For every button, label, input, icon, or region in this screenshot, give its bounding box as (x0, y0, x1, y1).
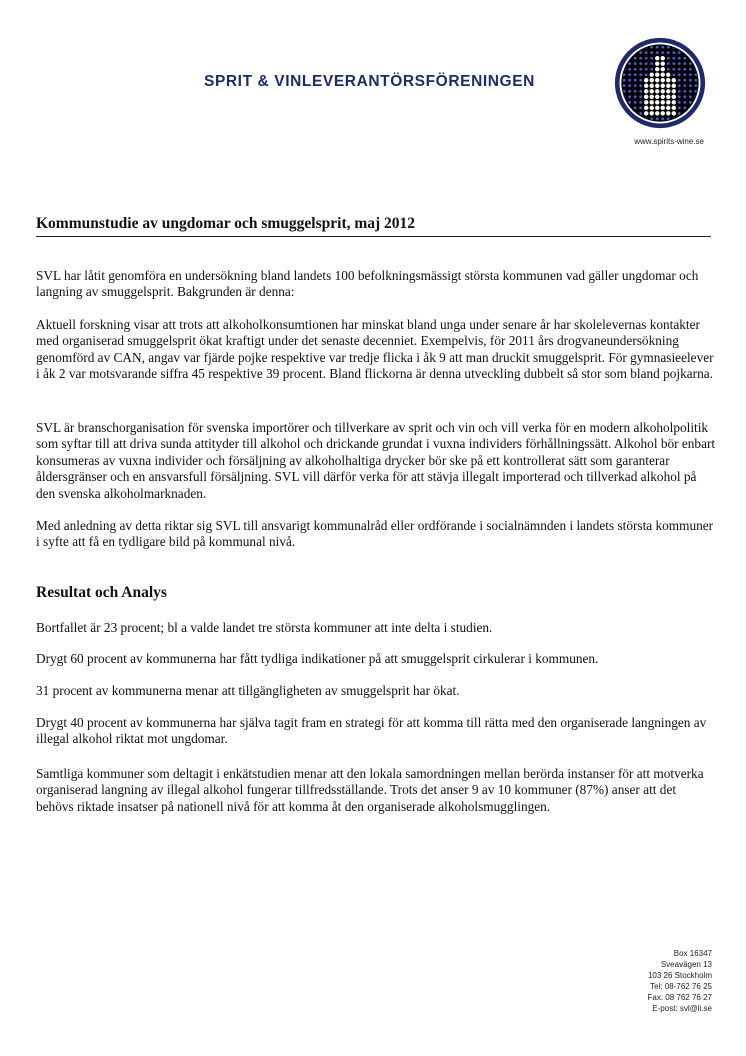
address-line: E-post: svl@li.se (652, 1004, 712, 1013)
footer-address (648, 948, 713, 1014)
results-paragraph-3: 31 procent av kommunerna menar att tillgängligheten av smuggelsprit har ökat. (36, 683, 460, 698)
organization-name: SPRIT & VINLEVERANTÖRSFÖRENINGEN (204, 73, 535, 90)
results-heading: Resultat och Analys (36, 584, 167, 601)
address-line: Sveavägen 13 (660, 960, 712, 969)
results-paragraph-2: Drygt 60 procent av kommunerna har fått tydliga indikationer på att smuggelsprit cirkulerar i kommunen. (36, 651, 599, 666)
svl-logo (614, 37, 706, 129)
intro-paragraph-3: SVL är branschorganisation för svenska importörer och tillverkare av sprit och vin och vill verka för en modern alkoholpolitik som syftar till att driva sunda attityder till alkohol och drickande grundat i vuxna individers förhållningssätt. Alkohol bör enbart konsumeras av vuxna individer och försäljning av alkoholhaltiga drycker bör ske på ett kontrollerat sätt som garanterar åldersgränser och en ansvarsfull försäljning. SVL vill därför verka för att stävja illegalt importerad och tillverkad alkohol på den svenska alkoholmarknaden. (36, 420, 716, 501)
document-title: Kommunstudie av ungdomar och smuggelsprit, maj 2012 (36, 215, 711, 237)
address-line: Fax: 08 762 76 27 (647, 993, 712, 1002)
address-line: Tel: 08-762 76 25 (650, 982, 712, 991)
results-paragraph-1: Bortfallet är 23 procent; bl a valde landet tre största kommuner att inte delta i studien. (36, 620, 493, 635)
address-line: Box 16347 (673, 949, 712, 958)
address-line: 103 26 Stockholm (647, 971, 712, 980)
intro-paragraph-4: Med anledning av detta riktar sig SVL till ansvarigt kommunalråd eller ordförande i socialnämnden i landets största kommuner i syfte att få en tydligare bild på kommunal nivå. (36, 518, 714, 550)
intro-paragraph-2: Aktuell forskning visar att trots att alkoholkonsumtionen har minskat bland unga under senare år har skolelevernas kontakter med organiserad smuggelsprit ökat kraftigt under det senaste decenniet. Exempelvis, för 2011 års drogvaneundersökning genomförd av CAN, angav var fjärde pojke respektive var tredje flicka i åk 9 att man druckit smuggelsprit. För gymnasieelever i åk 2 var motsvarande siffra 45 respektive 39 procent. Bland flickorna är denna utveckling dubbelt så stor som bland pojkarna. (36, 317, 714, 382)
results-paragraph-4: Drygt 40 procent av kommunerna har själva tagit fram en strategi för att komma till rätta med den organiserade langningen av illegal alkohol riktat mot ungdomar. (36, 715, 707, 747)
results-paragraph-5: Samtliga kommuner som deltagit i enkätstudien menar att den lokala samordningen mellan berörda instanser för att motverka organiserad langning av illegal alkohol fungerar tillfredsställande. Trots det anser 9 av 10 kommuner (87%) anser att det behövs riktade insatser på nationell nivå för att komma åt den organiserade alkoholsmugglingen. (36, 766, 704, 814)
website-url: www.spirits-wine.se (634, 137, 704, 146)
intro-paragraph-1: SVL har låtit genomföra en undersökning bland landets 100 befolkningsmässigt största kommunen vad gäller ungdomar och langning av smuggelsprit. Bakgrunden är denna: (36, 268, 699, 300)
